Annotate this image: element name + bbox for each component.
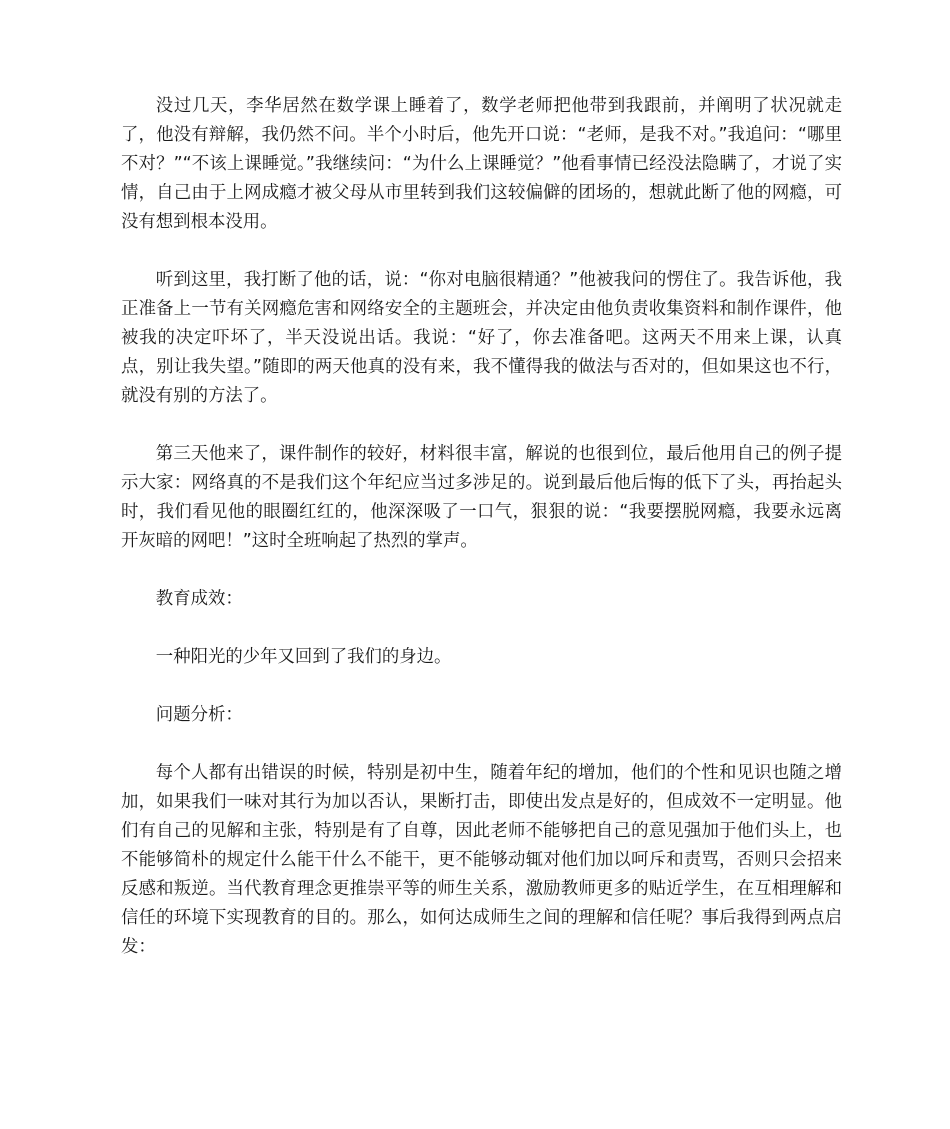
paragraph-story-courseware: 听到这里，我打断了他的话，说：“你对电脑很精通？”他被我问的愣住了。我告诉他，我正准备上一节有关网瘾危害和网络安全的主题班会，并决定由他负责收集资料和制作课件，他被我的决定吓坏了，半天没说出话。我说：“好了，你去准备吧。这两天不用来上课，认真点，别让我失望。”随即的两天他真的没有来，我不懂得我的做法与否对的，但如果这也不行，就没有别的方法了。 (121, 270, 842, 406)
paragraph-problem-analysis: 每个人都有出错误的时候，特别是初中生，随着年纪的增加，他们的个性和见识也随之增加，如果我们一味对其行为加以否认，果断打击，即使出发点是好的，但成效不一定明显。他们有自己的见解和主张，特别是有了自尊，因此老师不能够把自己的意见强加于他们头上，也不能够简朴的规定什么能干什么不能干，更不能够动辄对他们加以呵斥和责骂，否则只会招来反感和叛逆。当代教育理念更推崇平等的师生关系，激励教师更多的贴近学生，在互相理解和信任的环境下实现教育的目的。那么，如何达成师生之间的理解和信任呢？事后我得到两点启发： (121, 763, 842, 957)
document-body (121, 92, 842, 991)
paragraph-education-result: 一种阳光的少年又回到了我们的身边。 (155, 647, 452, 667)
heading-education-result: 教育成效： (155, 589, 243, 609)
heading-problem-analysis: 问题分析： (155, 705, 243, 725)
paragraph-story-class-meeting: 第三天他来了，课件制作的较好，材料很丰富，解说的也很到位，最后他用自己的例子提示大家：网络真的不是我们这个年纪应当过多涉足的。说到最后他后悔的低下了头，再抬起头时，我们看见他的眼圈红红的，他深深吸了一口气，狠狠的说：“我要摆脱网瘾，我要永远离开灰暗的网吧！”这时全班响起了热烈的掌声。 (121, 444, 842, 551)
paragraph-story-sleep: 没过几天，李华居然在数学课上睡着了，数学老师把他带到我跟前，并阐明了状况就走了，他没有辩解，我仍然不问。半个小时后，他先开口说：“老师，是我不对。”我追问：“哪里不对？”“不该上课睡觉。”我继续问：“为什么上课睡觉？”他看事情已经没法隐瞒了，才说了实情，自己由于上网成瘾才被父母从市里转到我们这较偏僻的团场的，想就此断了他的网瘾，可没有想到根本没用。 (121, 96, 842, 232)
